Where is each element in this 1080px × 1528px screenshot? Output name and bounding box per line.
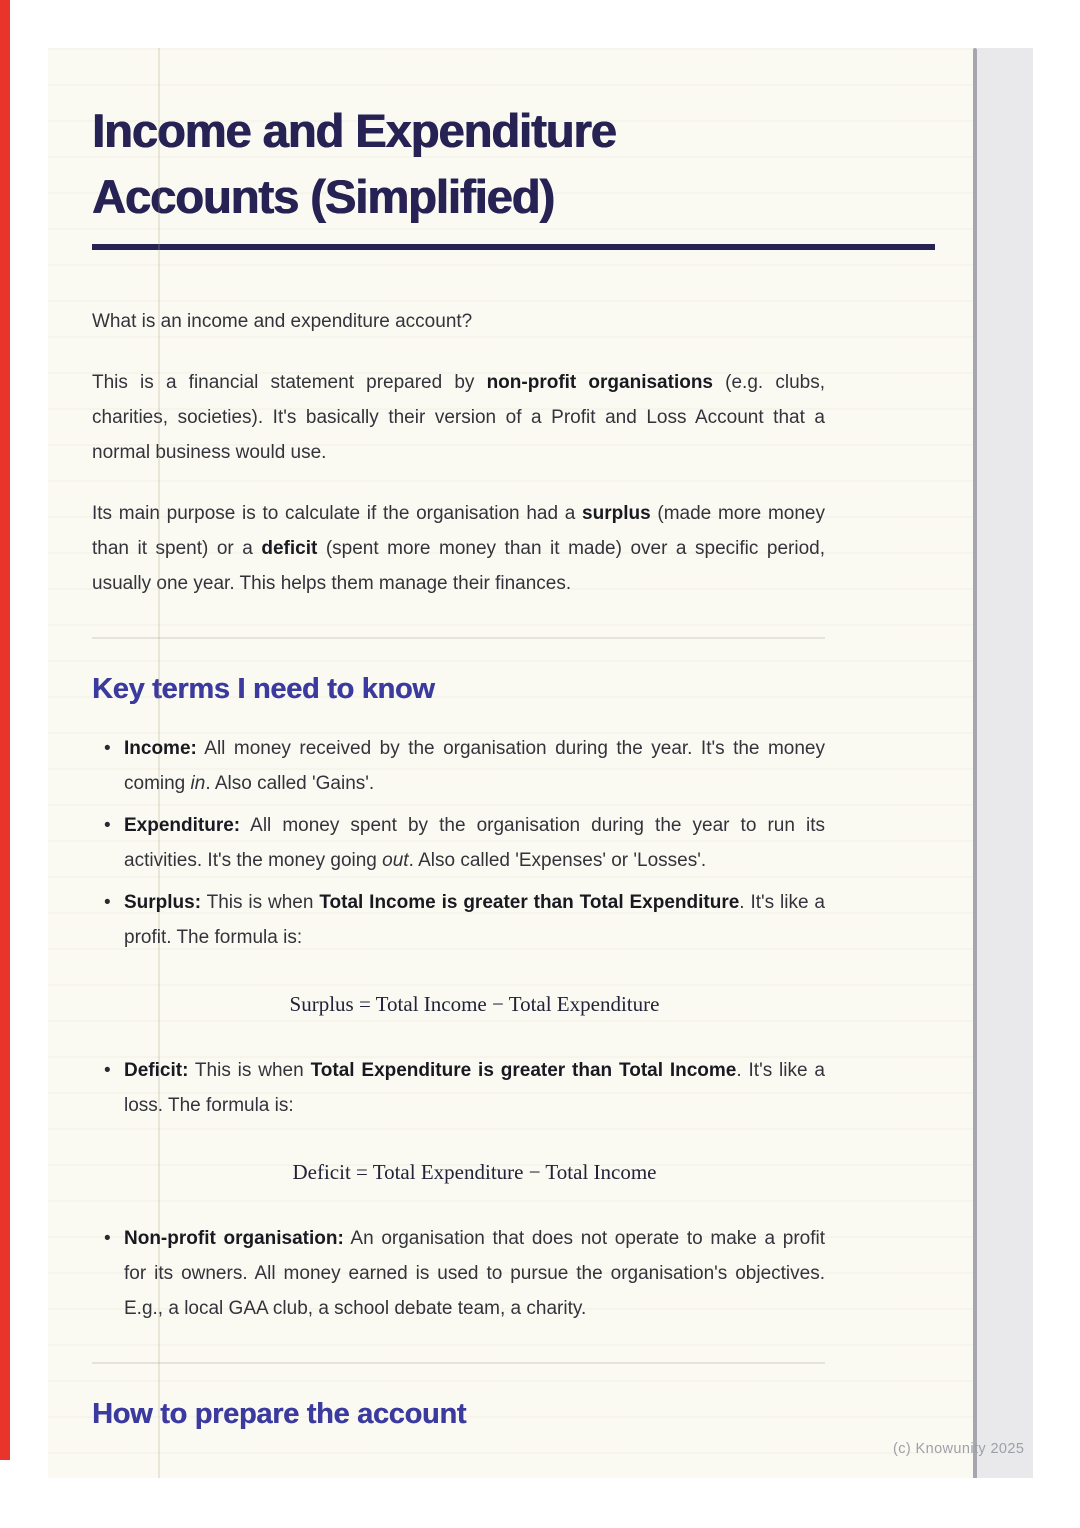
page-title-line-2: Accounts (Simplified)	[92, 170, 555, 223]
section-divider-bottom	[92, 1362, 825, 1364]
key-term-item	[124, 731, 825, 801]
bold-text: Non-profit organisation:	[124, 1228, 344, 1249]
content-column	[92, 304, 825, 1434]
intro-paragraph-2	[92, 496, 825, 601]
key-term-item	[124, 1221, 825, 1326]
bold-text: deficit	[261, 538, 318, 559]
key-term-item	[124, 885, 825, 955]
section-divider-top	[92, 637, 825, 639]
bold-text: non-profit organisations	[486, 372, 713, 393]
text: This is a financial statement prepared by	[92, 372, 487, 393]
key-terms-heading: Key terms I need to know	[92, 673, 435, 705]
copyright-watermark: (c) Knowunity 2025	[893, 1441, 1025, 1457]
bold-text: Total Income is greater than Total Expenditure	[319, 892, 740, 913]
text: . Also called 'Gains'.	[205, 773, 375, 794]
text: All money spent by the organisation during the year to run its activities. It's the money going	[124, 815, 825, 871]
text: (made more money than it spent) or a	[92, 503, 825, 559]
text: Its main purpose is to calculate if the organisation had a	[92, 503, 583, 524]
text: . It's like a loss. The formula is:	[124, 1060, 826, 1116]
bold-text: Deficit:	[124, 1060, 189, 1081]
key-term-item	[124, 1053, 825, 1123]
bold-text: Expenditure:	[124, 815, 241, 836]
bold-text: Total Expenditure is greater than Total Income	[310, 1060, 737, 1081]
text: An organisation that does not operate to make a profit for its owners. All money earned is used to pursue the organisation's objectives. E.g., a local GAA club, a school debate team, a charity.	[124, 1228, 826, 1319]
text: . It's like a profit. The formula is:	[124, 892, 825, 948]
key-term-item	[124, 808, 825, 878]
scrollbar-thumb[interactable]	[973, 48, 977, 1478]
intro-paragraph-1	[92, 365, 825, 470]
bold-text: Surplus:	[124, 892, 202, 913]
notes-page	[48, 48, 975, 1478]
title-underline-rule	[92, 244, 935, 250]
formula: Surplus = Total Income − Total Expenditure	[289, 992, 660, 1016]
formula: Deficit = Total Expenditure − Total Income	[292, 1160, 657, 1184]
text: All money received by the organisation during the year. It's the money coming	[124, 738, 825, 794]
text: (spent more money than it made) over a specific period, usually one year. This helps them manage their finances.	[92, 538, 825, 594]
page-title-line-1: Income and Expenditure	[92, 104, 616, 157]
how-to-heading: How to prepare the account	[92, 1398, 467, 1430]
text: This is when	[188, 1060, 311, 1081]
text: This is when	[201, 892, 320, 913]
scrollbar-track[interactable]	[977, 48, 1033, 1478]
bold-text: Income:	[124, 738, 197, 759]
bold-text: surplus	[582, 503, 651, 524]
key-terms-list	[92, 731, 825, 1326]
italic-text: in	[190, 773, 206, 794]
left-edge-red-strip	[0, 0, 10, 1460]
italic-text: out	[382, 850, 409, 871]
text: (e.g. clubs, charities, societies). It's basically their version of a Profit and Loss Account that a normal business would use.	[92, 372, 825, 463]
text: . Also called 'Expenses' or 'Losses'.	[408, 850, 707, 871]
intro-question: What is an income and expenditure account?	[92, 311, 473, 332]
page-title	[92, 48, 935, 230]
